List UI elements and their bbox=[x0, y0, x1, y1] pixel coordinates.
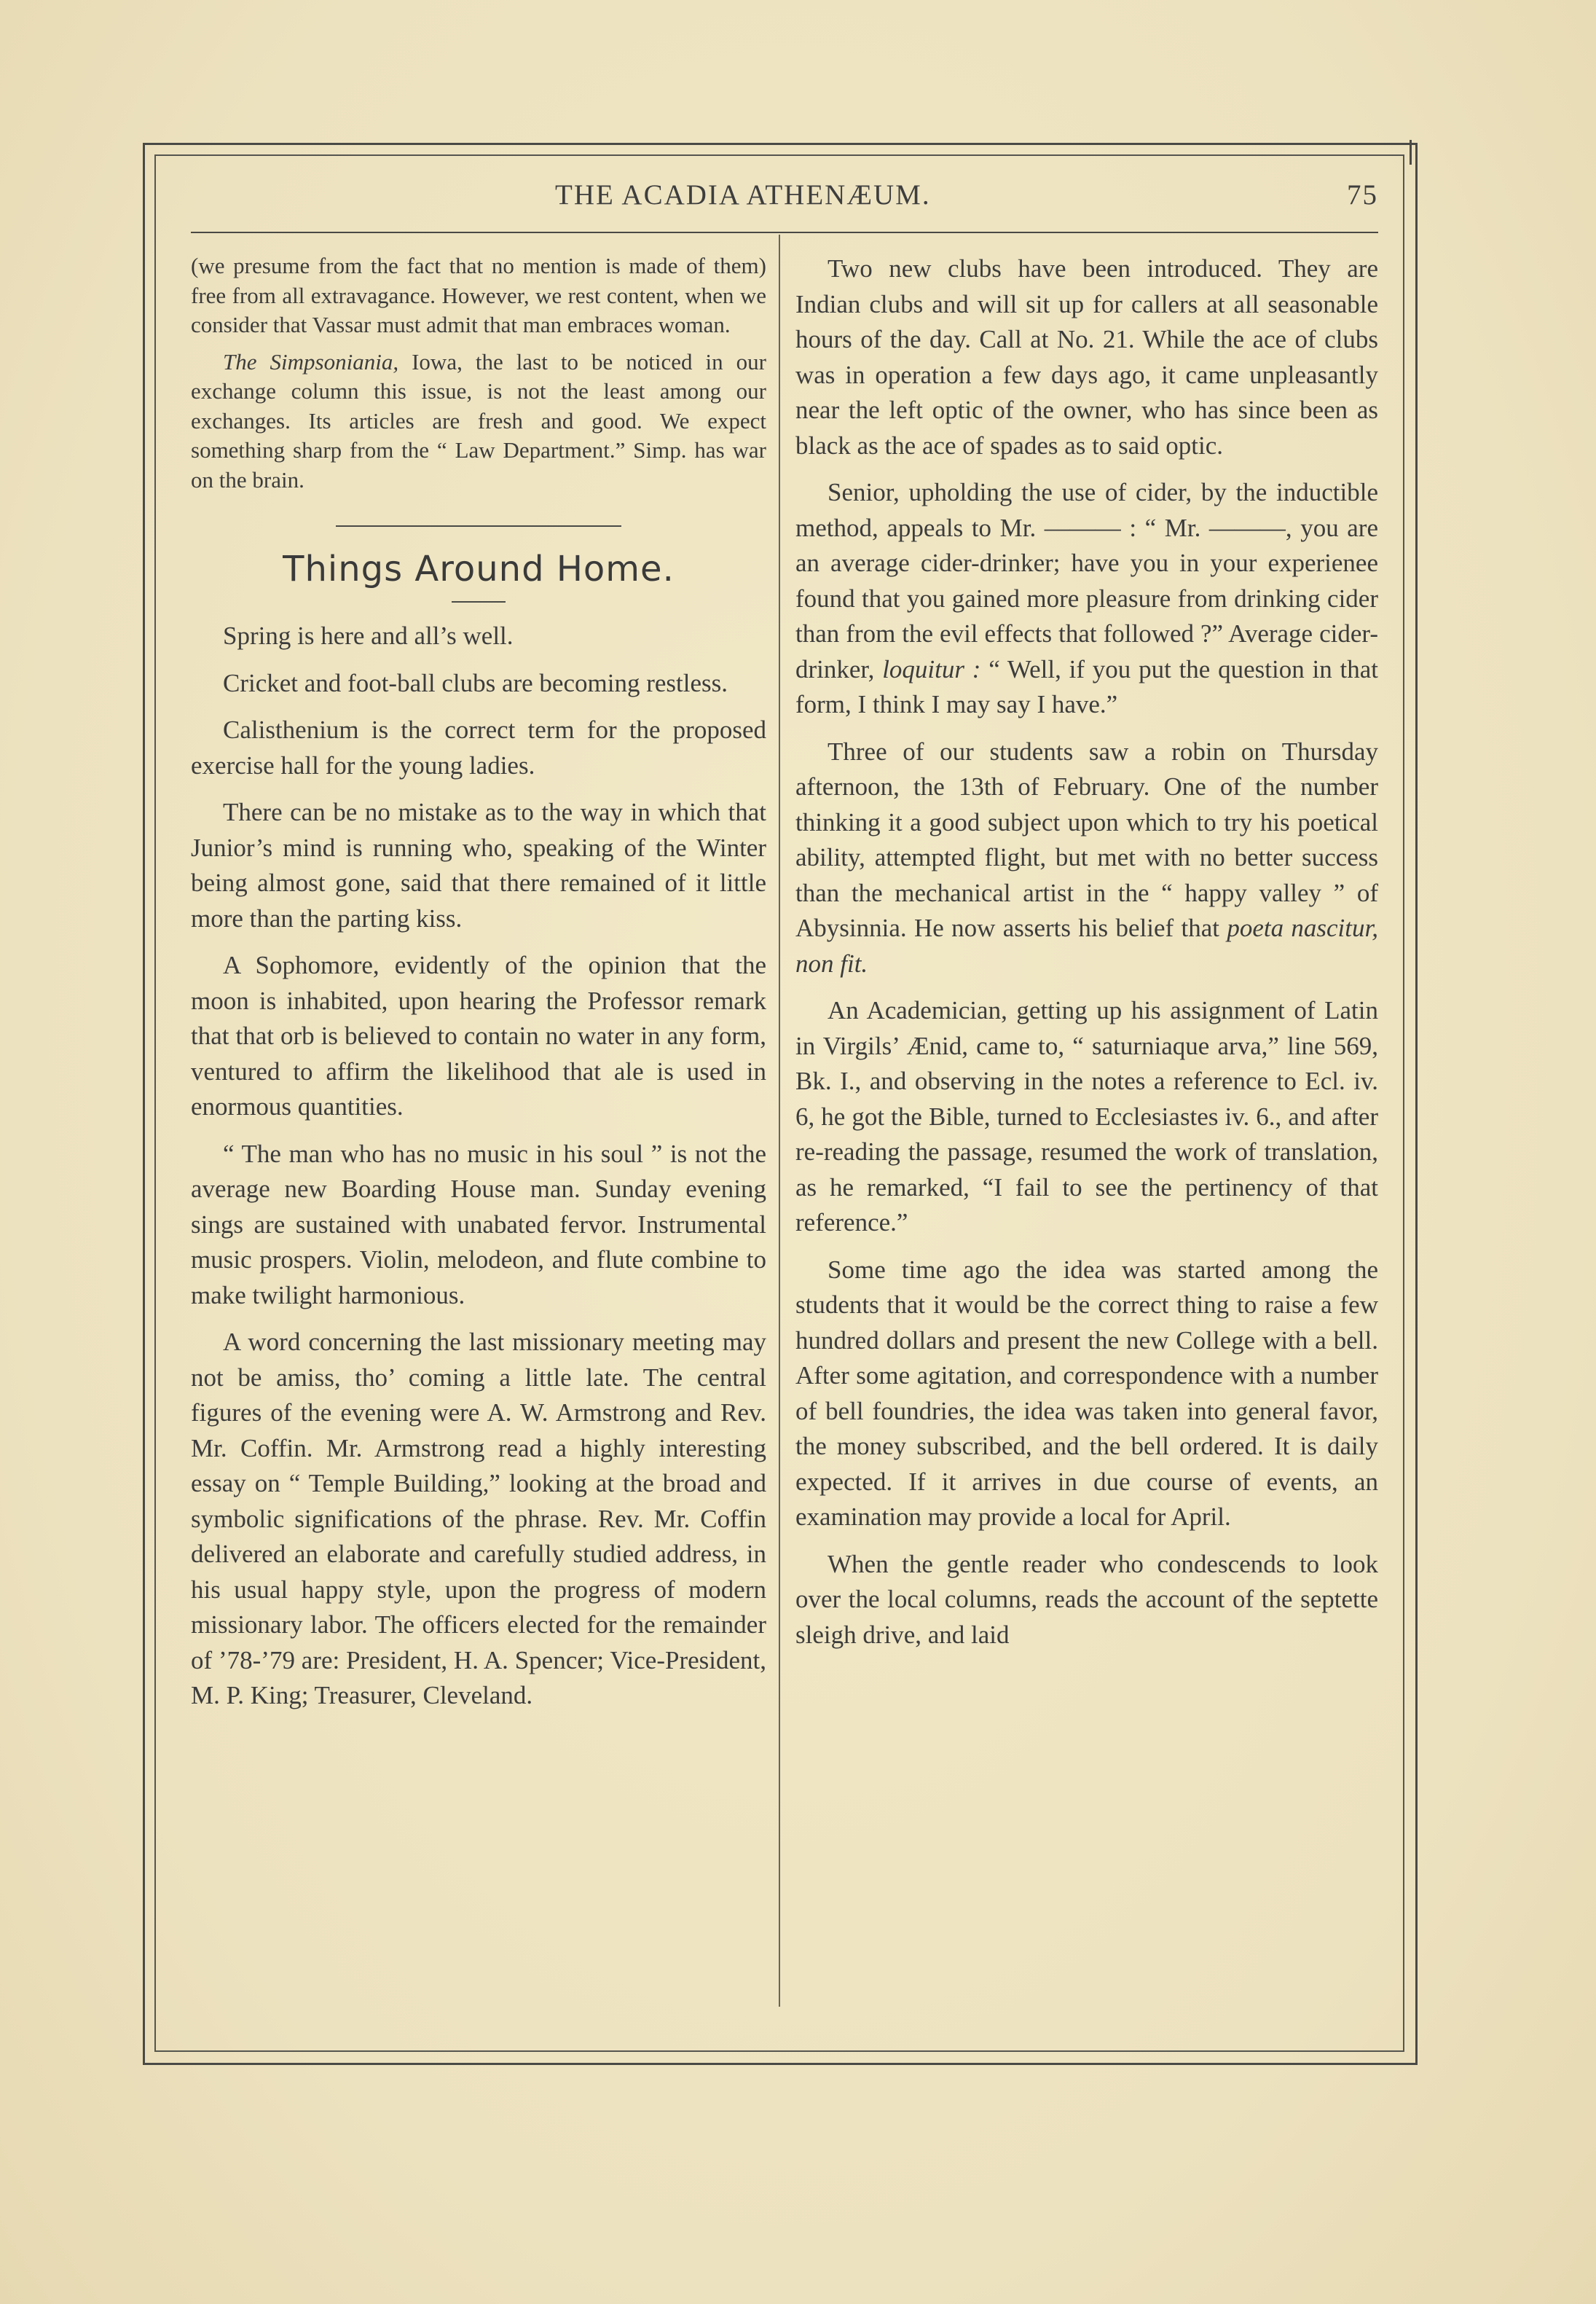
locals-section bbox=[191, 619, 766, 1714]
local-paragraph: Two new clubs have been introduced. They are Indian clubs and will sit up for callers at all seasonable hours of the day. Call at No. 21. While the ace of clubs was in operation a few days ago, it came unpleasantly near the left optic of the owner, who has since been as black as the ace of spades as to said optic. bbox=[795, 254, 1378, 460]
margin-mark bbox=[1410, 140, 1416, 165]
local-paragraph: Calisthenium is the correct term for the proposed exercise hall for the young ladies. bbox=[191, 716, 766, 780]
local-text: Senior, upholding the use of cider, by the inductible method, appeals to Mr. ——— : “ Mr. ———, you are an average cider-drinker; have you in your experienee found that you gained more pleasure from drinking cider than from the evil effects that followed ?” Average cider-drinker, bbox=[795, 478, 1378, 683]
local-paragraph bbox=[795, 475, 1378, 723]
local-text: Three of our students saw a robin on Thursday afternoon, the 13th of February. One of the number thinking it a good subject upon which to try his poetical ability, attempted flight, but met with no better success than the mechanical artist in the “ happy valley ” of Abysinnia. He now asserts his belief that bbox=[795, 737, 1378, 942]
title-rule bbox=[452, 601, 506, 603]
local-paragraph bbox=[795, 734, 1378, 982]
italic-phrase: loquitur : bbox=[882, 654, 981, 683]
local-paragraph: A Sophomore, evidently of the opinion that the moon is inhabited, upon hearing the Professor remark that that orb is believed to contain no water in any form, ventured to affirm the likelihood that ale is used in enormous quantities. bbox=[191, 951, 766, 1121]
left-column bbox=[191, 251, 766, 1714]
local-paragraph: There can be no mistake as to the way in which that Junior’s mind is running who, speaking of the Winter being almost gone, said that there remained of it little more than the parting kiss. bbox=[191, 798, 766, 933]
local-text: “ Well, if you put the question in that form, I think I may say I have.” bbox=[795, 654, 1378, 718]
local-paragraph: Spring is here and all’s well. bbox=[223, 622, 514, 650]
exchange-paragraph bbox=[191, 348, 766, 495]
local-paragraph: A word concerning the last missionary meeting may not be amiss, tho’ coming a little late. The central figures of the evening were A. W. Armstrong and Rev. Mr. Coffin. Mr. Armstrong read a highly interesting essay on “ Temple Building,” looking at the broad and symbolic significations of the phrase. Rev. Mr. Coffin delivered an elaborate and carefully studied address, in his usual happy style, upon the progress of modern missionary labor. The officers elected for the remainder of ’78-’79 are: President, H. A. Spencer; Vice-President, M. P. King; Treasurer, Cleveland. bbox=[191, 1328, 766, 1709]
section-separator bbox=[336, 525, 621, 527]
exchange-text: Iowa, the last to be noticed in our exchange column this issue, is not the least among our exchanges. Its articles are fresh and good. We expect something sharp from the “ Law Department.” Simp. has war on the brain. bbox=[191, 348, 766, 493]
local-paragraph: Cricket and foot-ball clubs are becoming restless. bbox=[223, 668, 728, 697]
italic-phrase: poeta nascitur, non fit. bbox=[795, 914, 1378, 978]
column-divider bbox=[779, 235, 780, 2007]
local-paragraph: “ The man who has no music in his soul ” is not the average new Boarding House man. Sunday evening sings are sustained with unabated fervor. Instrumental music prospers. Violin, melodeon, and flute combine to make twilight harmonious. bbox=[191, 1139, 766, 1309]
running-header bbox=[191, 179, 1378, 222]
header-rule bbox=[191, 232, 1378, 233]
exchange-section bbox=[191, 251, 766, 495]
publication-name: The Simpsoniania, bbox=[223, 348, 399, 375]
exchange-paragraph: (we presume from the fact that no mention is made of them) free from all extravagance. However, we rest content, when we consider that Vassar must admit that man embraces woman. bbox=[191, 253, 766, 337]
journal-title: THE ACADIA ATHENÆUM. bbox=[555, 179, 931, 211]
right-column bbox=[795, 251, 1378, 1653]
local-paragraph: Some time ago the idea was started among the students that it would be the correct thing to raise a few hundred dollars and present the new College with a bell. After some agitation, and correspondence with a number of bell foundries, the idea was taken into general favor, the money subscribed, and the bell ordered. It is daily expected. If it arrives in due course of events, an examination may provide a local for April. bbox=[795, 1255, 1378, 1531]
page-number: 75 bbox=[1347, 179, 1378, 211]
local-paragraph: When the gentle reader who condescends to look over the local columns, reads the account of the septette sleigh drive, and laid bbox=[795, 1549, 1378, 1649]
local-paragraph: An Academician, getting up his assignment of Latin in Virgils’ Ænid, came to, “ saturniaque arva,” line 569, Bk. I., and observing in the notes a reference to Ecl. iv. 6, he got the Bible, turned to Ecclesiastes iv. 6., and after re-reading the passage, resumed the work of translation, as he remarked, “I fail to see the pertinency of that reference.” bbox=[795, 996, 1378, 1237]
section-title: Things Around Home. bbox=[283, 549, 675, 589]
